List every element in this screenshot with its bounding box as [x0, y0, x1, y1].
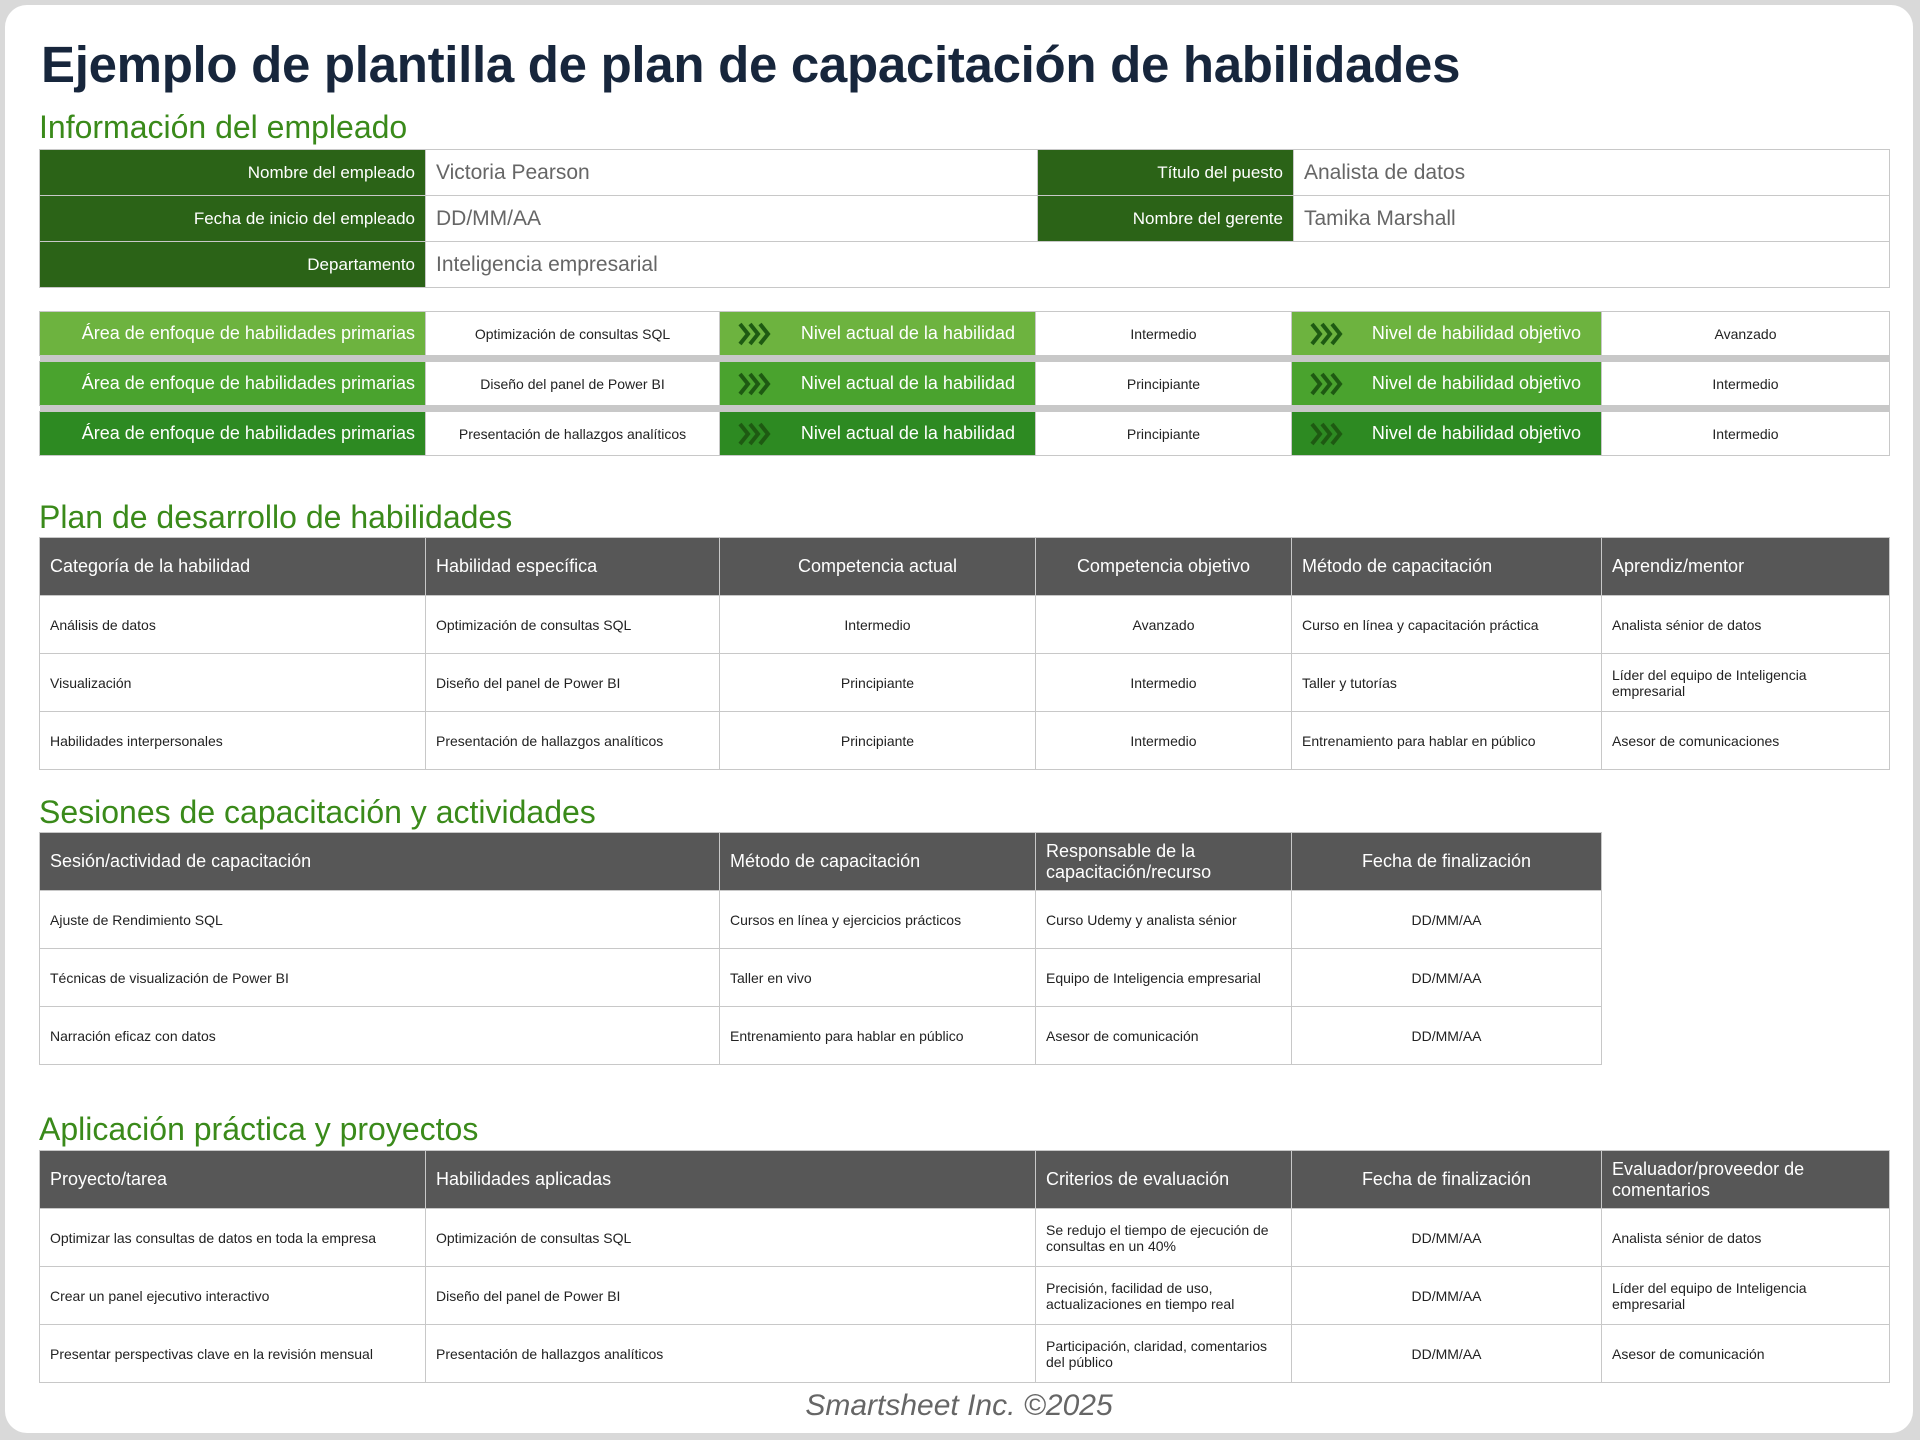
table-cell[interactable]: Equipo de Inteligencia empresarial — [1036, 949, 1292, 1007]
manager-name-label: Nombre del gerente — [1038, 196, 1294, 242]
table-header-row — [40, 1151, 1890, 1209]
table-cell[interactable]: Analista sénior de datos — [1602, 596, 1890, 654]
column-header: Responsable de la capacitación/recurso — [1036, 833, 1292, 891]
manager-name-field[interactable]: Tamika Marshall — [1294, 196, 1890, 242]
sessions-table — [39, 832, 1602, 1065]
current-level-cell — [720, 412, 1036, 456]
projects-table — [39, 1150, 1890, 1383]
table-cell[interactable]: Entrenamiento para hablar en público — [1292, 712, 1602, 770]
start-date-label: Fecha de inicio del empleado — [40, 196, 426, 242]
primary-skill-area-label: Área de enfoque de habilidades primarias — [40, 412, 426, 456]
table-cell[interactable]: Análisis de datos — [40, 596, 426, 654]
table-cell[interactable]: Precisión, facilidad de uso, actualizaciones en tiempo real — [1036, 1267, 1292, 1325]
department-field[interactable]: Inteligencia empresarial — [426, 242, 1890, 288]
column-header: Categoría de la habilidad — [40, 538, 426, 596]
current-level-label: Nivel actual de la habilidad — [800, 423, 1015, 443]
table-cell[interactable]: Presentación de hallazgos analíticos — [426, 1325, 1036, 1383]
target-level-field[interactable]: Avanzado — [1602, 312, 1890, 356]
table-cell[interactable]: DD/MM/AA — [1292, 1209, 1602, 1267]
table-header-row — [40, 538, 1890, 596]
page-title: Ejemplo de plantilla de plan de capacitación de habilidades — [41, 36, 1461, 93]
section-title-sessions: Sesiones de capacitación y actividades — [39, 794, 596, 830]
table-cell[interactable]: Asesor de comunicaciones — [1602, 712, 1890, 770]
column-header: Sesión/actividad de capacitación — [40, 833, 720, 891]
current-level-field[interactable]: Principiante — [1036, 362, 1292, 406]
table-row — [40, 1007, 1602, 1065]
table-cell[interactable]: Asesor de comunicación — [1036, 1007, 1292, 1065]
section-title-employee: Información del empleado — [39, 109, 408, 145]
document-page — [5, 5, 1913, 1433]
column-header: Fecha de finalización — [1292, 1151, 1602, 1209]
table-cell[interactable]: Curso en línea y capacitación práctica — [1292, 596, 1602, 654]
table-header-row — [40, 833, 1602, 891]
table-cell[interactable]: DD/MM/AA — [1292, 1325, 1602, 1383]
table-cell[interactable]: Cursos en línea y ejercicios prácticos — [720, 891, 1036, 949]
table-cell[interactable]: Participación, claridad, comentarios del público — [1036, 1325, 1292, 1383]
skills-focus-table — [39, 311, 1890, 456]
column-header: Evaluador/proveedor de comentarios — [1602, 1151, 1890, 1209]
table-cell[interactable]: Narración eficaz con datos — [40, 1007, 720, 1065]
skills-focus-row — [40, 312, 1890, 356]
chevron-triple-icon — [1310, 321, 1344, 347]
column-header: Método de capacitación — [720, 833, 1036, 891]
table-row — [40, 891, 1602, 949]
table-cell[interactable]: DD/MM/AA — [1292, 891, 1602, 949]
table-cell[interactable]: Intermedio — [720, 596, 1036, 654]
start-date-field[interactable]: DD/MM/AA — [426, 196, 1038, 242]
target-level-cell — [1292, 312, 1602, 356]
target-level-cell — [1292, 362, 1602, 406]
table-cell[interactable]: Entrenamiento para hablar en público — [720, 1007, 1036, 1065]
table-cell[interactable]: Intermedio — [1036, 654, 1292, 712]
table-cell[interactable]: Presentar perspectivas clave en la revisión mensual — [40, 1325, 426, 1383]
footer-copyright: Smartsheet Inc. ©2025 — [805, 1389, 1113, 1422]
chevron-triple-icon — [1310, 421, 1344, 447]
column-header: Competencia objetivo — [1036, 538, 1292, 596]
table-cell[interactable]: Taller y tutorías — [1292, 654, 1602, 712]
table-cell[interactable]: Optimizar las consultas de datos en toda la empresa — [40, 1209, 426, 1267]
table-cell[interactable]: Crear un panel ejecutivo interactivo — [40, 1267, 426, 1325]
job-title-label: Título del puesto — [1038, 150, 1294, 196]
table-cell[interactable]: Técnicas de visualización de Power BI — [40, 949, 720, 1007]
employee-name-label: Nombre del empleado — [40, 150, 426, 196]
target-level-field[interactable]: Intermedio — [1602, 362, 1890, 406]
target-level-cell — [1292, 412, 1602, 456]
table-row — [40, 712, 1890, 770]
table-cell[interactable]: DD/MM/AA — [1292, 949, 1602, 1007]
table-cell[interactable]: Se redujo el tiempo de ejecución de consultas en un 40% — [1036, 1209, 1292, 1267]
column-header: Aprendiz/mentor — [1602, 538, 1890, 596]
table-row — [40, 1325, 1890, 1383]
table-cell[interactable]: Curso Udemy y analista sénior — [1036, 891, 1292, 949]
table-cell[interactable]: Líder del equipo de Inteligencia empresarial — [1602, 654, 1890, 712]
column-header: Proyecto/tarea — [40, 1151, 426, 1209]
table-cell[interactable]: Diseño del panel de Power BI — [426, 1267, 1036, 1325]
column-header: Criterios de evaluación — [1036, 1151, 1292, 1209]
skills-focus-row — [40, 412, 1890, 456]
current-level-label: Nivel actual de la habilidad — [800, 323, 1015, 343]
table-cell[interactable]: DD/MM/AA — [1292, 1267, 1602, 1325]
table-cell[interactable]: Presentación de hallazgos analíticos — [426, 712, 720, 770]
column-header: Método de capacitación — [1292, 538, 1602, 596]
table-cell[interactable]: Ajuste de Rendimiento SQL — [40, 891, 720, 949]
employee-name-field[interactable]: Victoria Pearson — [426, 150, 1038, 196]
primary-skill-area-label: Área de enfoque de habilidades primarias — [40, 362, 426, 406]
table-cell[interactable]: DD/MM/AA — [1292, 1007, 1602, 1065]
table-row — [40, 1267, 1890, 1325]
current-level-field[interactable]: Principiante — [1036, 412, 1292, 456]
target-level-label: Nivel de habilidad objetivo — [1371, 373, 1581, 393]
table-cell[interactable]: Taller en vivo — [720, 949, 1036, 1007]
primary-skill-area-label: Área de enfoque de habilidades primarias — [40, 312, 426, 356]
current-level-cell — [720, 312, 1036, 356]
table-cell[interactable]: Habilidades interpersonales — [40, 712, 426, 770]
employee-info-table — [39, 149, 1890, 288]
chevron-triple-icon — [738, 421, 772, 447]
table-row — [40, 949, 1602, 1007]
department-label: Departamento — [40, 242, 426, 288]
current-level-label: Nivel actual de la habilidad — [800, 373, 1015, 393]
primary-skill-area-field[interactable]: Presentación de hallazgos analíticos — [426, 412, 720, 456]
table-cell[interactable]: Principiante — [720, 712, 1036, 770]
table-row — [40, 596, 1890, 654]
chevron-triple-icon — [738, 371, 772, 397]
current-level-cell — [720, 362, 1036, 406]
current-level-field[interactable]: Intermedio — [1036, 312, 1292, 356]
column-header: Fecha de finalización — [1292, 833, 1602, 891]
table-cell[interactable]: Optimización de consultas SQL — [426, 1209, 1036, 1267]
target-level-field[interactable]: Intermedio — [1602, 412, 1890, 456]
table-row — [40, 654, 1890, 712]
section-title-projects: Aplicación práctica y proyectos — [39, 1111, 479, 1147]
skills-focus-row — [40, 362, 1890, 406]
table-cell[interactable]: Líder del equipo de Inteligencia empresarial — [1602, 1267, 1890, 1325]
dev-plan-table — [39, 537, 1890, 770]
column-header: Competencia actual — [720, 538, 1036, 596]
table-cell[interactable]: Optimización de consultas SQL — [426, 596, 720, 654]
chevron-triple-icon — [738, 321, 772, 347]
primary-skill-area-field[interactable]: Optimización de consultas SQL — [426, 312, 720, 356]
table-cell[interactable]: Diseño del panel de Power BI — [426, 654, 720, 712]
table-cell[interactable]: Avanzado — [1036, 596, 1292, 654]
primary-skill-area-field[interactable]: Diseño del panel de Power BI — [426, 362, 720, 406]
job-title-field[interactable]: Analista de datos — [1294, 150, 1890, 196]
table-cell[interactable]: Analista sénior de datos — [1602, 1209, 1890, 1267]
chevron-triple-icon — [1310, 371, 1344, 397]
section-title-dev-plan: Plan de desarrollo de habilidades — [39, 499, 513, 535]
table-row — [40, 1209, 1890, 1267]
table-cell[interactable]: Asesor de comunicación — [1602, 1325, 1890, 1383]
table-cell[interactable]: Visualización — [40, 654, 426, 712]
target-level-label: Nivel de habilidad objetivo — [1371, 423, 1581, 443]
target-level-label: Nivel de habilidad objetivo — [1371, 323, 1581, 343]
table-cell[interactable]: Intermedio — [1036, 712, 1292, 770]
table-cell[interactable]: Principiante — [720, 654, 1036, 712]
column-header: Habilidad específica — [426, 538, 720, 596]
column-header: Habilidades aplicadas — [426, 1151, 1036, 1209]
